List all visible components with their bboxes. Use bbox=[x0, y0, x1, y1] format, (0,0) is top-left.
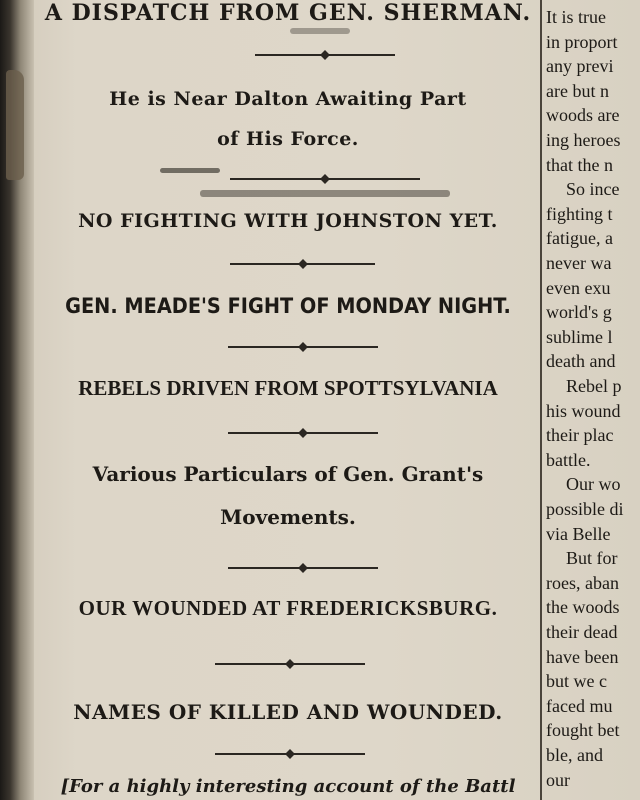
right-text-column bbox=[546, 0, 640, 800]
headline-fredericksburg: OUR WOUNDED AT FREDERICKSBURG. bbox=[78, 596, 498, 620]
right-column-line: fought bet bbox=[546, 720, 620, 741]
separator-dash bbox=[215, 663, 365, 665]
ink-smudge bbox=[290, 28, 350, 34]
body-text-intro: [For a highly interesting account of the Battl bbox=[60, 776, 516, 797]
right-column-line: the woods bbox=[546, 597, 620, 618]
right-column-line: are but n bbox=[546, 80, 609, 101]
page-tear bbox=[6, 70, 24, 180]
right-column-line: Rebel p bbox=[566, 376, 622, 396]
right-column-line: woods are bbox=[546, 105, 620, 126]
right-column-line: possible di bbox=[546, 499, 624, 519]
right-column-line: faced mu bbox=[546, 695, 613, 716]
right-column-line: that the n bbox=[546, 154, 613, 175]
subhead-dalton: He is Near Dalton Awaiting Part bbox=[109, 88, 467, 110]
separator-dash bbox=[228, 567, 378, 569]
separator-dash bbox=[228, 432, 378, 434]
right-column-line: via Belle bbox=[546, 523, 611, 544]
right-column-line: Our wo bbox=[566, 474, 621, 495]
headline-killed-wounded: NAMES OF KILLED AND WOUNDED. bbox=[73, 700, 503, 724]
separator-dash bbox=[230, 178, 420, 180]
right-column-line: world's g bbox=[546, 302, 612, 323]
right-column-line: never wa bbox=[546, 253, 612, 273]
right-column-line: their dead bbox=[546, 622, 618, 642]
right-column-line: It is true bbox=[546, 7, 606, 27]
separator-dash bbox=[230, 263, 375, 265]
right-column-line: any previ bbox=[546, 56, 614, 77]
subhead-grant-line2: Movements. bbox=[220, 505, 356, 529]
headline-column bbox=[40, 0, 536, 800]
subhead-grant-line1: Various Particulars of Gen. Grant's bbox=[92, 462, 484, 486]
headline-sherman: A DISPATCH FROM GEN. SHERMAN. bbox=[44, 0, 532, 26]
right-column-line: So ince bbox=[566, 179, 620, 200]
ink-smudge bbox=[160, 168, 220, 173]
headline-johnston: NO FIGHTING WITH JOHNSTON YET. bbox=[78, 210, 498, 232]
right-column-line: sublime l bbox=[546, 326, 613, 347]
headline-meade: GEN. MEADE'S FIGHT OF MONDAY NIGHT. bbox=[65, 294, 511, 318]
right-column-line: in proport bbox=[546, 31, 618, 52]
right-column-line: his wound bbox=[546, 400, 621, 421]
right-column-line: ble, and bbox=[546, 745, 603, 765]
headline-spottsylvania: REBELS DRIVEN FROM SPOTTSYLVANIA bbox=[78, 376, 498, 400]
separator-dash bbox=[255, 54, 395, 56]
column-rule bbox=[540, 0, 542, 800]
separator-dash bbox=[228, 346, 378, 348]
right-column-line: battle. bbox=[546, 449, 591, 470]
subhead-force: of His Force. bbox=[217, 128, 359, 150]
right-column-line: have been bbox=[546, 646, 619, 667]
right-column-line: fatigue, a bbox=[546, 228, 613, 249]
right-column-line: our bbox=[546, 769, 570, 790]
right-column-line: death and bbox=[546, 351, 616, 372]
right-column-line: even exu bbox=[546, 277, 611, 298]
separator-dash bbox=[215, 753, 365, 755]
ink-smudge bbox=[200, 190, 450, 197]
right-column-line: but we c bbox=[546, 671, 607, 692]
right-column-line: But for bbox=[566, 548, 618, 569]
right-column-line: ing heroes bbox=[546, 130, 621, 150]
right-column-line: their plac bbox=[546, 425, 614, 446]
right-column-line: fighting t bbox=[546, 203, 613, 224]
right-column-line: roes, aban bbox=[546, 572, 619, 593]
